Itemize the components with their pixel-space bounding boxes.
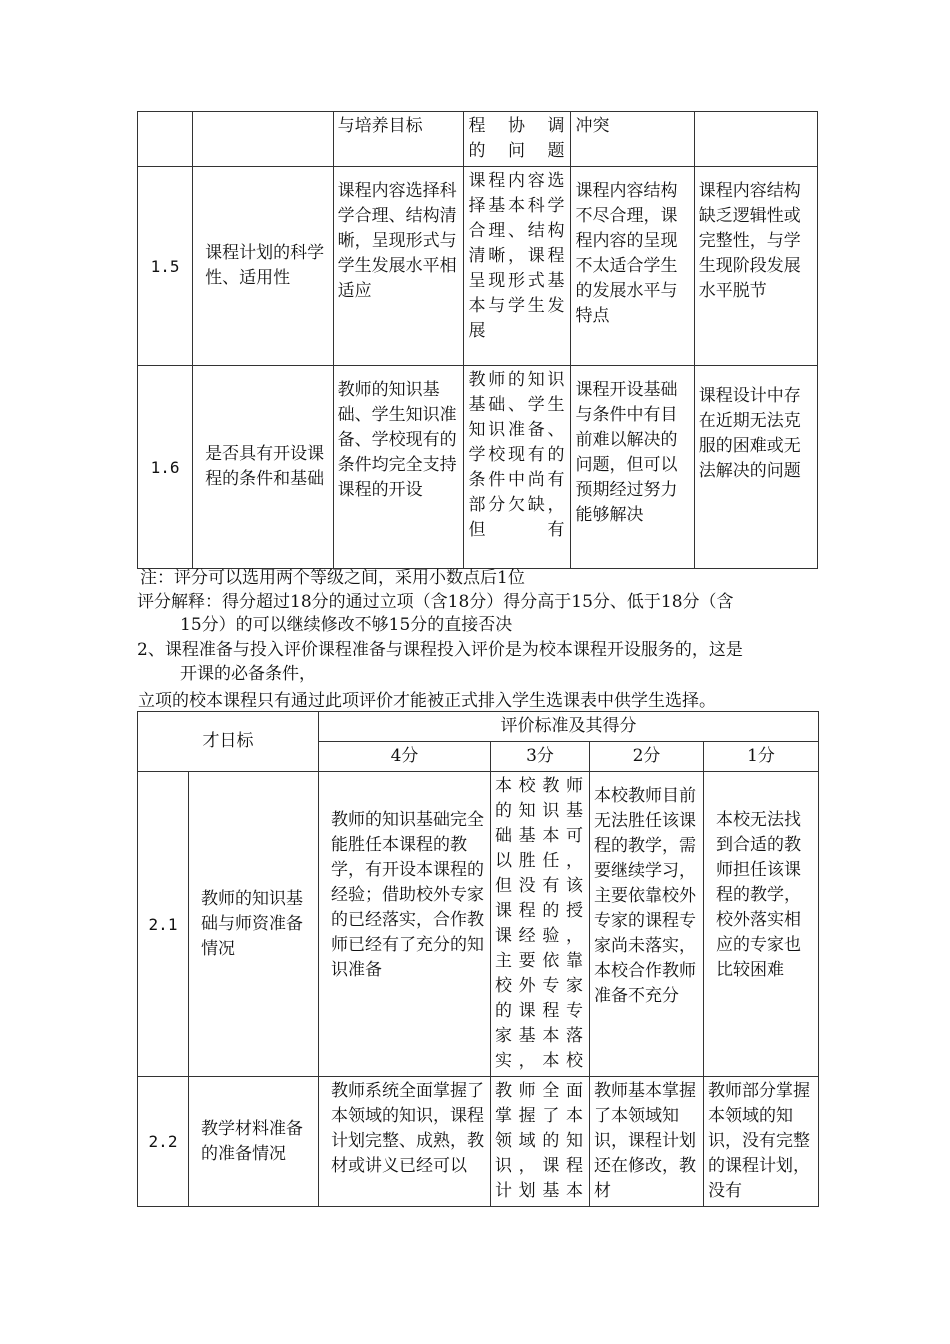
table-row [138,1077,819,1207]
criterion-text: 教学材料准备的准备情况 [189,1077,319,1207]
score-4-header: 4分 [319,742,491,772]
score-1-text: 教师部分掌握本领域的知识，没有完整的课程计划，没有 [704,1077,819,1207]
table-course-plan [137,111,818,569]
score-1-header: 1分 [704,742,819,772]
cell-text [694,112,817,167]
score-3-header: 3分 [491,742,590,772]
score-2-text: 本校教师目前无法胜任该课程的教学，需要继续学习，主要依靠校外专家的课程专家尚未落实，本校合作教师准备不充分 [590,772,704,1077]
cell-text: 冲突 [571,112,694,167]
table-course-preparation [137,711,819,1207]
score-4-text: 课程内容选择科学合理、结构清晰，呈现形式与学生发展水平相适应 [333,167,464,366]
note-line: 2、课程准备与投入评价课程准备与课程投入评价是为校本课程开设服务的，这是 [137,640,743,660]
criterion-text: 教师的知识基础与师资准备情况 [189,772,319,1077]
note-line: 评分解释：得分超过18分的通过立项（含18分）得分高于15分、低于18分（含 [137,592,734,612]
score-3-text: 本校教师的知识基础基本可以胜任，但没有该课程的授课经验，主要依靠校外专家的课程专家基本落实，本校 [491,772,590,1077]
score-2-text: 教师基本掌握了本领域知识，课程计划还在修改，教材 [590,1077,704,1207]
table-header-row [138,712,819,742]
score-4-text: 教师的知识基础、学生知识准备、学校现有的条件均完全支持课程的开设 [333,366,464,569]
score-3-text: 课程内容选择基本科学合理、结构清晰，课程呈现形式基本与学生发展 [464,167,571,366]
score-1-text: 课程内容结构缺乏逻辑性或完整性，与学生现阶段发展水平脱节 [694,167,817,366]
note-line: 立项的校本课程只有通过此项评价才能被正式排入学生选课表中供学生选择。 [138,691,716,711]
target-header: 才日标 [138,712,319,772]
item-number: 1.5 [138,167,193,366]
score-4-text: 教师系统全面掌握了本领域的知识，课程计划完整、成熟，教材或讲义已经可以 [319,1077,491,1207]
score-4-text: 教师的知识基础完全能胜任本课程的教学，有开设本课程的经验；借助校外专家的已经落实，合作教师已经有了充分的知识准备 [319,772,491,1077]
note-line: 15分）的可以继续修改不够15分的直接否决 [180,615,513,635]
score-1-text: 本校无法找到合适的教师担任该课程的教学，校外落实相应的专家也比较困难 [704,772,819,1077]
criterion-text: 是否具有开设课程的条件和基础 [193,366,334,569]
table-row [138,366,818,569]
criterion-text: 课程计划的科学性、适用性 [193,167,334,366]
cell-text: 与培养目标 [333,112,464,167]
table-row [138,772,819,1077]
table-row [138,112,818,167]
score-group-header: 评价标准及其得分 [319,712,819,742]
score-2-text: 课程内容结构不尽合理，课程内容的呈现不太适合学生的发展水平与特点 [571,167,694,366]
score-3-text: 教师的知识基础、学生知识准备、学校现有的条件中尚有部分欠缺，但有 [464,366,571,569]
item-number: 1.6 [138,366,193,569]
score-2-header: 2分 [590,742,704,772]
table-row [138,167,818,366]
item-number: 2.1 [138,772,189,1077]
score-1-text: 课程设计中存在近期无法克服的困难或无法解决的问题 [694,366,817,569]
score-3-text: 教师全面掌握了本领域的知识，课程计划基本 [491,1077,590,1207]
note-line: 注：评分可以选用两个等级之间，采用小数点后1位 [140,568,525,588]
cell-text: 程 协 调 的问题 [464,112,571,167]
item-number: 2.2 [138,1077,189,1207]
score-2-text: 课程开设基础与条件中有目前难以解决的问题，但可以预期经过努力能够解决 [571,366,694,569]
note-line: 开课的必备条件， [180,664,316,684]
